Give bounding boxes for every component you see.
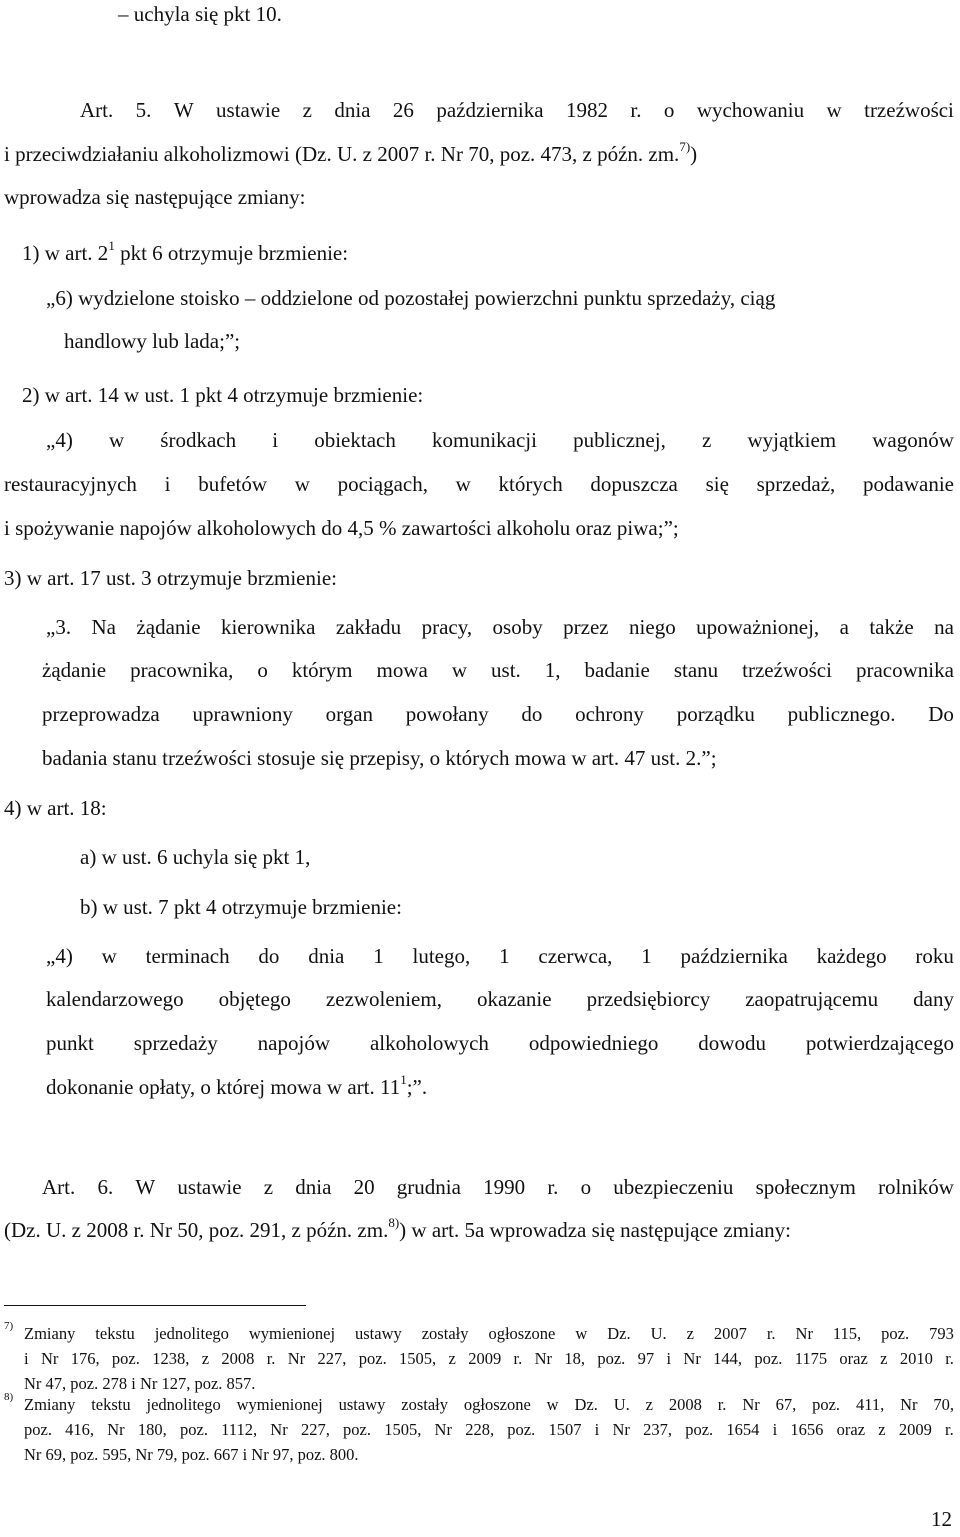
word: pociągach, — [337, 472, 428, 496]
word: dopuszcza — [590, 472, 678, 496]
word: żądanie — [42, 658, 107, 682]
quote2-line1 — [46, 430, 954, 451]
word: r. — [630, 98, 642, 122]
word: pracownika — [855, 658, 954, 682]
word: do — [521, 702, 543, 726]
art5-item2: 2) w art. 14 w ust. 1 pkt 4 otrzymuje brzmienie: — [22, 383, 424, 407]
word: przeprowadza — [42, 702, 160, 726]
word: Nr — [795, 1324, 813, 1343]
art5-line2-close: ) — [690, 142, 698, 166]
word: grudnia — [396, 1175, 461, 1199]
word: poz. — [597, 1349, 626, 1368]
word: Zmiany — [24, 1395, 76, 1414]
word: obiektach — [314, 428, 396, 452]
word: i — [24, 1349, 29, 1368]
word: ogłoszone — [488, 1324, 556, 1343]
word: z — [686, 1324, 694, 1343]
word: 115, — [832, 1324, 862, 1343]
word: 97 — [637, 1349, 655, 1368]
word: porządku — [676, 702, 755, 726]
word: 18, — [564, 1349, 585, 1368]
word: a — [839, 615, 849, 639]
word: 1 — [499, 944, 510, 968]
word: r. — [266, 1349, 276, 1368]
word: Zmiany — [24, 1324, 76, 1343]
word: publicznego. — [787, 702, 896, 726]
quote3-line4: badania stanu trzeźwości stosuje się przepisy, o których mowa w art. 47 ust. 2.”; — [42, 746, 717, 770]
word: 5. — [135, 98, 152, 122]
word: na — [934, 615, 954, 639]
word: i — [272, 428, 279, 452]
word: badanie — [584, 658, 650, 682]
word: r. — [513, 1349, 523, 1368]
word: r. — [766, 1324, 776, 1343]
word: 70, — [933, 1395, 954, 1414]
word: 67, — [775, 1395, 797, 1414]
word: sprzedaży — [133, 1031, 218, 1055]
word: dany — [913, 987, 954, 1011]
word: Dz. — [607, 1324, 631, 1343]
word: 1 — [641, 944, 652, 968]
word: Nr — [900, 1395, 918, 1414]
word: 227, — [317, 1349, 347, 1368]
word: 1112, — [221, 1420, 258, 1439]
word: mowa — [376, 658, 428, 682]
quote4-line4-pre: dokonanie opłaty, o której mowa w art. 11 — [46, 1075, 401, 1099]
word: 2008 — [221, 1349, 255, 1368]
word: 2009 — [898, 1420, 932, 1439]
word: środkach — [160, 428, 237, 452]
quote4-line4 — [46, 1072, 428, 1099]
word: upoważnionej, — [696, 615, 820, 639]
word: z — [645, 1395, 653, 1414]
word: uprawniony — [192, 702, 293, 726]
word: Dz. — [574, 1395, 598, 1414]
art5-item1 — [22, 238, 349, 265]
word: dowodu — [698, 1031, 766, 1055]
quote3-line1 — [46, 617, 954, 638]
art6-line1 — [42, 1177, 954, 1198]
word: kalendarzowego — [46, 987, 184, 1011]
footnote-8-line1 — [24, 1397, 954, 1414]
quote4-line1 — [46, 946, 954, 967]
word: których — [498, 472, 563, 496]
word: poz. — [881, 1324, 910, 1343]
word: „4) — [46, 944, 73, 968]
word: 1505, — [399, 1349, 437, 1368]
quote1-line1: „6) wydzielone stoisko – oddzielone od pozostałej powierzchni punktu sprzedaży, ciąg — [46, 286, 776, 310]
word: U. — [650, 1324, 667, 1343]
word: 237, — [643, 1420, 672, 1439]
word: 2010 — [899, 1349, 933, 1368]
word: z — [302, 98, 312, 122]
word: 1507 — [548, 1420, 582, 1439]
footnote-7-line3: Nr 47, poz. 278 i Nr 127, poz. 857. — [24, 1374, 256, 1393]
word: 1990 — [483, 1175, 526, 1199]
word: w — [455, 472, 471, 496]
word: o — [663, 98, 675, 122]
word: żądanie — [136, 615, 201, 639]
word: odpowiedniego — [528, 1031, 659, 1055]
word: tekstu — [95, 1324, 135, 1343]
word: ust. — [491, 658, 521, 682]
quote3-line3 — [42, 704, 954, 725]
word: zakładu — [335, 615, 402, 639]
word: 1505, — [384, 1420, 422, 1439]
word: 1656 — [790, 1420, 824, 1439]
word: przedsiębiorcy — [586, 987, 711, 1011]
word: 1, — [544, 658, 561, 682]
word: ubezpieczeniu — [613, 1175, 734, 1199]
word: wymienionej — [236, 1395, 323, 1414]
word: i — [164, 472, 171, 496]
word: 1 — [373, 944, 384, 968]
word: rolników — [878, 1175, 954, 1199]
word: i — [772, 1420, 778, 1439]
word: o — [580, 1175, 592, 1199]
word: Nr — [612, 1420, 630, 1439]
word: zostały — [401, 1395, 449, 1414]
word: ustawie — [216, 98, 281, 122]
word: ustawy — [355, 1324, 402, 1343]
word: poz. — [754, 1349, 783, 1368]
word: okazanie — [476, 987, 552, 1011]
word: 2009 — [468, 1349, 502, 1368]
quote4-line4-post: ;”. — [406, 1075, 428, 1099]
word: r. — [547, 1175, 559, 1199]
word: 1175 — [794, 1349, 828, 1368]
word: oraz — [836, 1420, 866, 1439]
word: stanu — [673, 658, 719, 682]
word: 1982 — [566, 98, 608, 122]
art5-item4a: a) w ust. 6 uchyla się pkt 1, — [80, 845, 311, 869]
word: r. — [945, 1349, 954, 1368]
word: r. — [945, 1420, 954, 1439]
footnote-7-line1 — [24, 1326, 954, 1343]
word: w — [108, 428, 125, 452]
word: poz. — [111, 1349, 140, 1368]
word: Nr — [683, 1349, 701, 1368]
word: pracownika, — [130, 658, 234, 682]
word: jednolitego — [154, 1324, 229, 1343]
word: publicznej, — [573, 428, 666, 452]
word: poz. — [507, 1420, 536, 1439]
word: z — [880, 1349, 888, 1368]
word: zezwoleniem, — [325, 987, 442, 1011]
word: Art. — [80, 98, 114, 122]
art5-line2 — [4, 139, 698, 166]
footnote-8-line2 — [24, 1422, 954, 1439]
word: w — [101, 944, 117, 968]
word: 411, — [855, 1395, 885, 1414]
word: października — [680, 944, 788, 968]
quote2-line3: i spożywanie napojów alkoholowych do 4,5 % zawartości alkoholu oraz piwa;”; — [4, 516, 679, 540]
item1-sup: 1 — [108, 238, 115, 253]
word: tekstu — [91, 1395, 131, 1414]
word: organ — [325, 702, 374, 726]
word: czerwca, — [538, 944, 613, 968]
word: także — [869, 615, 914, 639]
word: trzeźwości — [864, 98, 954, 122]
word: o — [257, 658, 268, 682]
word: poz. — [343, 1420, 371, 1439]
item1-post: pkt 6 otrzymuje brzmienie: — [114, 241, 349, 265]
word: 1238, — [152, 1349, 190, 1368]
word: 144, — [713, 1349, 743, 1368]
footnote-8-line3: Nr 69, poz. 595, Nr 79, poz. 667 i Nr 97, poz. 800. — [24, 1445, 359, 1464]
word: osoby — [492, 615, 543, 639]
quote4-line4-sup: 1 — [400, 1072, 407, 1087]
word: terminach — [145, 944, 230, 968]
word: Nr — [434, 1420, 452, 1439]
word: Art. — [42, 1175, 76, 1199]
word: się — [705, 472, 729, 496]
word: poz. — [24, 1420, 52, 1439]
word: jednolitego — [146, 1395, 221, 1414]
word: Do — [928, 702, 954, 726]
word: zaopatrującemu — [745, 987, 879, 1011]
word: społecznym — [755, 1175, 856, 1199]
word: punkt — [46, 1031, 94, 1055]
word: Nr — [287, 1349, 306, 1368]
word: wyjątkiem — [747, 428, 837, 452]
word: którym — [291, 658, 353, 682]
word: ustawie — [177, 1175, 242, 1199]
art5-item4b: b) w ust. 7 pkt 4 otrzymuje brzmienie: — [80, 895, 402, 919]
art5-line1 — [80, 100, 954, 121]
footnote-separator — [4, 1305, 306, 1306]
word: napojów — [257, 1031, 330, 1055]
word: 2007 — [713, 1324, 747, 1343]
word: poz. — [180, 1420, 208, 1439]
quote4-line3 — [46, 1033, 954, 1054]
footnote-7-line2 — [24, 1351, 954, 1368]
word: i — [666, 1349, 672, 1368]
footnote-ref-7[interactable]: 7) — [679, 139, 691, 154]
word: objętego — [218, 987, 291, 1011]
word: podawanie — [863, 472, 954, 496]
word: w — [546, 1395, 559, 1414]
word: z — [201, 1349, 210, 1368]
word: W — [135, 1175, 156, 1199]
word: 793 — [929, 1324, 954, 1343]
art5-item3: 3) w art. 17 ust. 3 otrzymuje brzmienie: — [4, 566, 337, 590]
word: Nr — [40, 1349, 59, 1368]
art6-line2-pre: (Dz. U. z 2008 r. Nr 50, poz. 291, z późn. zm. — [4, 1218, 389, 1242]
quote3-line2 — [42, 660, 954, 681]
word: 26 — [392, 98, 414, 122]
word: z — [701, 428, 712, 452]
word: zostały — [421, 1324, 469, 1343]
word: ustawy — [338, 1395, 386, 1414]
word: w — [575, 1324, 588, 1343]
word: powołany — [405, 702, 489, 726]
word: 6. — [97, 1175, 114, 1199]
word: października — [436, 98, 544, 122]
word: 180, — [137, 1420, 167, 1439]
word: lutego, — [412, 944, 471, 968]
word: przez — [563, 615, 609, 639]
word: i — [594, 1420, 600, 1439]
art5-line3: wprowadza się następujące zmiany: — [4, 185, 306, 209]
word: 228, — [465, 1420, 495, 1439]
word: 2008 — [668, 1395, 702, 1414]
word: Na — [91, 615, 116, 639]
word: niego — [629, 615, 676, 639]
word: trzeźwości — [742, 658, 832, 682]
word: z — [878, 1420, 886, 1439]
word: komunikacji — [432, 428, 537, 452]
word: w — [451, 658, 468, 682]
word: potwierdzającego — [805, 1031, 954, 1055]
repeal-item: – uchyla się pkt 10. — [118, 2, 282, 26]
word: w — [826, 98, 842, 122]
word: ochrony — [575, 702, 644, 726]
word: dnia — [308, 944, 345, 968]
word: r. — [717, 1395, 727, 1414]
word: Nr — [107, 1420, 125, 1439]
word: bufetów — [198, 472, 268, 496]
word: kierownika — [220, 615, 316, 639]
art6-line2-post: ) w art. 5a wprowadza się następujące zmiany: — [399, 1218, 792, 1242]
word: 227, — [300, 1420, 330, 1439]
word: ogłoszone — [463, 1395, 531, 1414]
footnote-ref-8[interactable]: 8) — [388, 1215, 400, 1230]
word: 20 — [353, 1175, 375, 1199]
art6-line2 — [4, 1215, 792, 1242]
word: „4) — [46, 428, 73, 452]
word: wychowaniu — [696, 98, 805, 122]
word: dnia — [334, 98, 371, 122]
art5-item4: 4) w art. 18: — [4, 796, 107, 820]
word: restauracyjnych — [4, 472, 137, 496]
word: „3. — [46, 615, 72, 639]
word: Nr — [742, 1395, 760, 1414]
quote4-line2 — [46, 989, 954, 1010]
word: U. — [613, 1395, 630, 1414]
page-number: 12 — [931, 1507, 952, 1531]
word: 1654 — [726, 1420, 760, 1439]
quote1-line2: handlowy lub lada;”; — [64, 329, 241, 353]
word: do — [258, 944, 280, 968]
word: poz. — [685, 1420, 714, 1439]
footnote-8-mark: 8) — [4, 1391, 14, 1403]
word: pracy, — [421, 615, 473, 639]
word: w — [294, 472, 310, 496]
word: wagonów — [872, 428, 954, 452]
word: wymienionej — [248, 1324, 336, 1343]
word: roku — [915, 944, 954, 968]
word: alkoholowych — [369, 1031, 489, 1055]
word: W — [173, 98, 194, 122]
word: oraz — [839, 1349, 868, 1368]
word: 416, — [65, 1420, 95, 1439]
quote2-line2 — [4, 474, 954, 495]
word: z — [263, 1175, 274, 1199]
art5-line2-text: i przeciwdziałaniu alkoholizmowi (Dz. U. z 2007 r. Nr 70, poz. 473, z późn. zm. — [4, 142, 680, 166]
footnote-7-mark: 7) — [4, 1320, 14, 1332]
word: Nr — [270, 1420, 288, 1439]
word: sprzedaż, — [756, 472, 836, 496]
word: poz. — [358, 1349, 387, 1368]
word: Nr — [534, 1349, 553, 1368]
word: dnia — [295, 1175, 332, 1199]
word: 176, — [70, 1349, 100, 1368]
word: poz. — [812, 1395, 841, 1414]
word: z — [448, 1349, 456, 1368]
word: każdego — [816, 944, 887, 968]
item1-pre: 1) w art. 2 — [22, 241, 109, 265]
